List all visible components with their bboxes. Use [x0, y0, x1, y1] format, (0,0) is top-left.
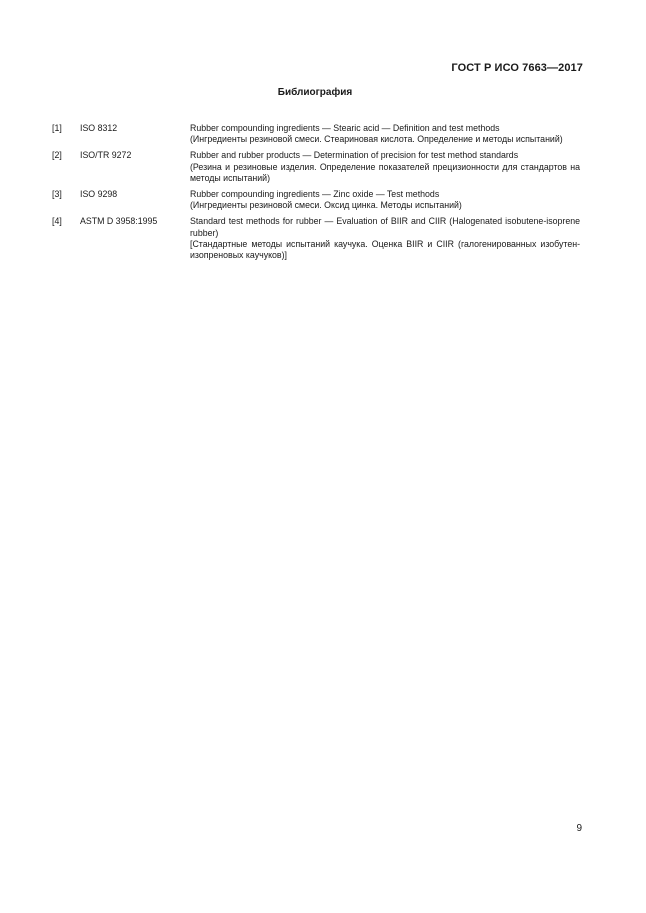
- entry-description: [190, 216, 580, 261]
- entry-description: [190, 123, 580, 145]
- entry-standard-code: ISO/TR 9272: [80, 150, 132, 161]
- entry-standard-code: ASTM D 3958:1995: [80, 216, 158, 227]
- bibliography-entry: [52, 216, 580, 261]
- entry-title-ru: (Резина и резиновые изделия. Определение показателей прецизионности для стандартов на методы испытаний): [190, 161, 580, 183]
- bibliography-list: [52, 123, 580, 266]
- bibliography-entry: [52, 150, 580, 184]
- entry-number: [2]: [52, 150, 62, 161]
- entry-title-en: Rubber and rubber products — Determination of precision for test method standards: [190, 150, 519, 161]
- entry-title-ru: [Стандартные методы испытаний каучука. Оценка BIIR и CIIR (галогенированных изобутен-изопреновых каучуков)]: [190, 238, 580, 261]
- document-code: ГОСТ Р ИСО 7663—2017: [451, 62, 583, 74]
- entry-description: [190, 189, 580, 211]
- entry-title-ru: (Ингредиенты резиновой смеси. Стеариновая кислота. Определение и методы испытаний): [190, 134, 563, 145]
- bibliography-title: Библиография: [277, 87, 353, 98]
- entry-number: [4]: [52, 216, 62, 227]
- entry-standard-code: ISO 8312: [80, 123, 118, 133]
- bibliography-entry: [52, 123, 580, 145]
- entry-title-ru: (Ингредиенты резиновой смеси. Оксид цинка. Методы испытаний): [190, 200, 462, 211]
- entry-number: [1]: [52, 123, 62, 133]
- entry-number: [3]: [52, 189, 62, 200]
- entry-description: [190, 150, 580, 184]
- entry-title-en: Standard test methods for rubber — Evaluation of BIIR and CIIR (Halogenated isobutene-isoprene rubber): [190, 216, 580, 238]
- entry-title-en: Rubber compounding ingredients — Stearic acid — Definition and test methods: [190, 123, 500, 133]
- entry-title-en: Rubber compounding ingredients — Zinc oxide — Test methods: [190, 189, 440, 200]
- bibliography-entry: [52, 189, 580, 211]
- entry-standard-code: ISO 9298: [80, 189, 118, 200]
- page-number: 9: [576, 823, 582, 834]
